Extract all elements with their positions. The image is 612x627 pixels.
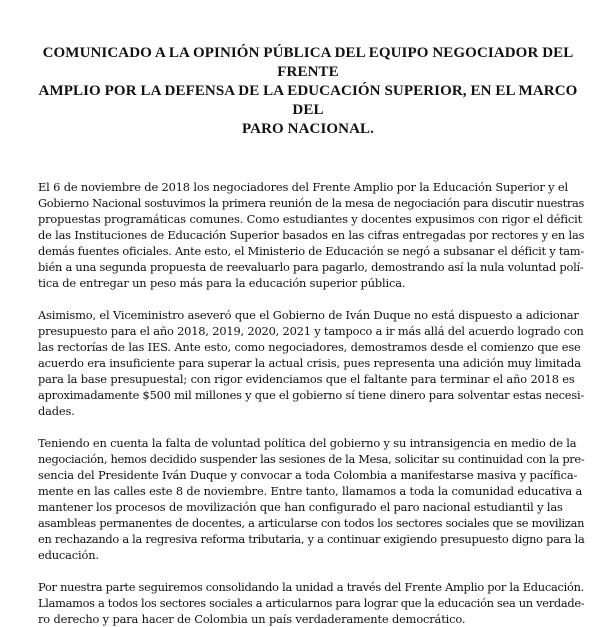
paragraph-line: mente en las calles este 8 de noviembre. Entre tanto, llamamos a toda la comunidad educativa a: [38, 484, 583, 498]
paragraph-4: [38, 579, 584, 627]
title-line: COMUNICADO A LA OPINIÓN PÚBLICA DEL EQUIPO NEGOCIADOR DEL FRENTE: [42, 45, 574, 80]
paragraph-line: Teniendo en cuenta la falta de voluntad política del gobierno y su intransigencia en medio de la: [38, 436, 577, 450]
paragraph-line: Gobierno Nacional sostuvimos la primera reunión de la mesa de negociación para discutir nuestras: [38, 196, 585, 210]
paragraph-line: tica de entregar un peso más para la educación superior pública.: [38, 276, 406, 290]
paragraph-line: en rechazando a la regresiva reforma tributaria, y a continuar exigiendo presupuesto digno para la: [38, 532, 585, 546]
title-line: PARO NACIONAL.: [242, 121, 374, 137]
paragraph-line: demás fuentes oficiales. Ante esto, el Ministerio de Educación se negó a subsanar el déficit y tam-: [38, 244, 585, 258]
paragraph-2: [38, 307, 584, 419]
paragraph-line: educación.: [38, 548, 99, 562]
paragraph-line: asambleas permanentes de docentes, a articularse con todos los sectores sociales que se movilizan: [38, 516, 585, 530]
title-line: AMPLIO POR LA DEFENSA DE LA EDUCACIÓN SUPERIOR, EN EL MARCO DEL: [38, 83, 578, 118]
paragraph-line: propuestas programáticas comunes. Como estudiantes y docentes expusimos con rigor el déficit: [38, 212, 582, 226]
paragraph-line: mantener los procesos de movilización que han configurado el paro nacional estudiantil y las: [38, 500, 563, 514]
paragraph-line: para la base presupuestal; con rigor evidenciamos que el faltante para terminar el año 2018 es: [38, 372, 575, 386]
paragraph-line: las rectorías de las IES. Ante esto, como negociadores, demostramos desde el comienzo que ese: [38, 340, 581, 354]
paragraph-line: ro derecho y para hacer de Colombia un país verdaderamente democrático.: [38, 612, 466, 626]
paragraph-3: [38, 435, 584, 563]
paragraph-line: El 6 de noviembre de 2018 los negociadores del Frente Amplio por la Educación Superior y el: [38, 180, 569, 194]
paragraph-line: acuerdo era insuficiente para superar la actual crisis, pues representa una adición muy limitada: [38, 356, 581, 370]
paragraph-1: [38, 179, 584, 291]
paragraph-line: sencia del Presidente Iván Duque y convocar a toda Colombia a manifestarse masiva y pacífica-: [38, 468, 578, 482]
paragraph-line: bién a una segunda propuesta de reevaluarlo para pagarlo, demostrando así la nula voluntad polí-: [38, 260, 584, 274]
paragraph-line: dades.: [38, 404, 75, 418]
paragraph-line: presupuesto para el año 2018, 2019, 2020, 2021 y tampoco a ir más allá del acuerdo logrado con: [38, 324, 584, 338]
document-title: [38, 44, 584, 139]
paragraph-line: Llamamos a todos los sectores sociales a articularnos para lograr que la educación sea un verdade-: [38, 596, 585, 610]
paragraph-line: negociación, hemos decidido suspender las sesiones de la Mesa, solicitar su continuidad con la pre-: [38, 452, 585, 466]
paragraph-line: Por nuestra parte seguiremos consolidando la unidad a través del Frente Amplio por la Educación.: [38, 580, 585, 594]
paragraph-line: Asimismo, el Viceministro aseveró que el Gobierno de Iván Duque no está dispuesto a adicionar: [38, 308, 579, 322]
paragraph-line: de las Instituciones de Educación Superior basados en las cifras entregadas por rectores y en las: [38, 228, 585, 242]
paragraph-line: aproximadamente $500 mil millones y que el gobierno sí tiene dinero para solventar estas necesi-: [38, 388, 585, 402]
